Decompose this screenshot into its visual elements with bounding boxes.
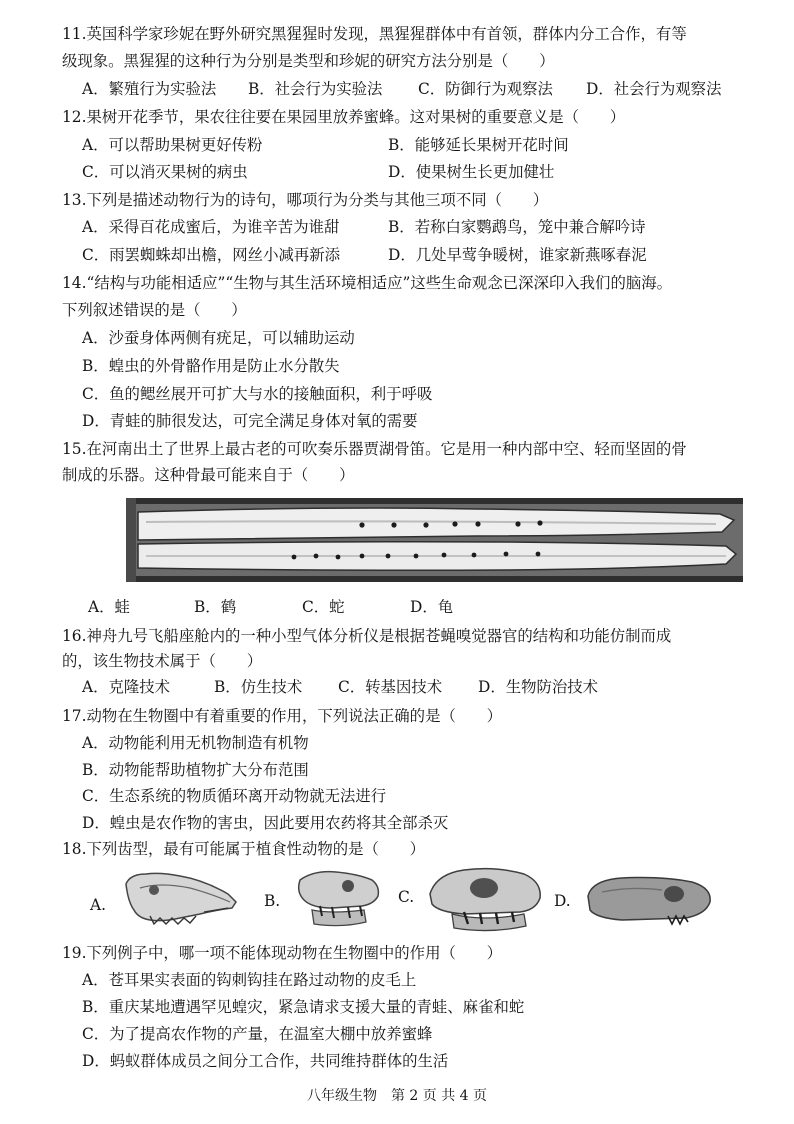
q11-stem-line2: 级现象。黑猩猩的这种行为分别是类型和珍妮的研究方法分别是（ ） (62, 52, 555, 70)
skull-b-carnivore (292, 866, 384, 932)
q16-option-b[interactable]: B．仿生技术 (214, 678, 303, 696)
skull-d-small-mammal (582, 872, 716, 932)
q17-option-d[interactable]: D．蝗虫是农作物的害虫，因此要用农药将其全部杀灭 (82, 814, 449, 832)
q12-option-b[interactable]: B．能够延长果树开花时间 (388, 136, 569, 154)
q17-option-c[interactable]: C．生态系统的物质循环离开动物就无法进行 (82, 787, 387, 805)
q11-stem-line1: 11.英国科学家珍妮在野外研究黑猩猩时发现，黑猩猩群体中有首领，群体内分工合作，有等 (62, 25, 687, 43)
q18-option-c[interactable]: C. (398, 888, 415, 906)
q14-option-b[interactable]: B．蝗虫的外骨骼作用是防止水分散失 (82, 357, 340, 375)
q11-option-c[interactable]: C．防御行为观察法 (418, 80, 553, 98)
q18-option-d[interactable]: D. (554, 892, 571, 910)
q13-option-b[interactable]: B．若称白家鹦鹉鸟，笼中兼合解吟诗 (388, 218, 646, 236)
q16-option-a[interactable]: A．克隆技术 (82, 678, 171, 696)
q12-stem: 12.果树开花季节，果农往往要在果园里放养蜜蜂。这对果树的重要意义是（ ） (62, 108, 626, 126)
page-footer: 八年级生物 第 2 页 共 4 页 (306, 1088, 488, 1104)
q15-stem-line1: 15.在河南出土了世界上最古老的可吹奏乐器贾湖骨笛。它是用一种内部中空、轻而坚固的骨 (62, 440, 687, 458)
skull-a-horse (120, 866, 240, 928)
q17-option-a[interactable]: A．动物能利用无机物制造有机物 (82, 734, 309, 752)
q15-option-c[interactable]: C．蛇 (302, 598, 345, 616)
q16-option-c[interactable]: C．转基因技术 (338, 678, 443, 696)
bone-flute-photo (126, 498, 743, 582)
q13-option-c[interactable]: C．雨罢蜘蛛却出檐，网丝小减再新添 (82, 246, 341, 264)
q18-option-b[interactable]: B. (264, 892, 281, 910)
q15-option-b[interactable]: B．鹤 (194, 598, 237, 616)
q15-option-d[interactable]: D．龟 (410, 598, 454, 616)
q15-option-a[interactable]: A．蛙 (88, 598, 130, 616)
q12-option-a[interactable]: A．可以帮助果树更好传粉 (82, 136, 263, 154)
q13-stem: 13.下列是描述动物行为的诗句，哪项行为分类与其他三项不同（ ） (62, 191, 549, 209)
q19-option-a[interactable]: A．苍耳果实表面的钩刺钩挂在路过动物的皮毛上 (82, 971, 417, 989)
q16-option-d[interactable]: D．生物防治技术 (478, 678, 599, 696)
q13-option-a[interactable]: A．采得百花成蜜后，为谁辛苦为谁甜 (82, 218, 340, 236)
q15-stem-line2: 制成的乐器。这种骨最可能来自于（ ） (62, 466, 355, 484)
lower-bone-flute (138, 542, 736, 571)
q19-option-d[interactable]: D．蚂蚁群体成员之间分工合作，共同维持群体的生活 (82, 1052, 449, 1070)
q19-option-b[interactable]: B．重庆某地遭遇罕见蝗灾，紧急请求支援大量的青蛙、麻雀和蛇 (82, 998, 525, 1016)
q19-stem: 19.下列例子中，哪一项不能体现动物在生物圈中的作用（ ） (62, 944, 503, 962)
q18-stem: 18.下列齿型，最有可能属于植食性动物的是（ ） (62, 840, 426, 858)
q16-stem-line1: 16.神舟九号飞船座舱内的一种小型气体分析仪是根据苍蝇嗅觉器官的结构和功能仿制而成 (62, 627, 672, 645)
q11-option-a[interactable]: A．繁殖行为实验法 (82, 80, 217, 98)
q14-stem-line1: 14.“结构与功能相适应”“生物与其生活环境相适应”这些生命观念已深深印入我们的脑海。 (62, 274, 673, 292)
q14-option-a[interactable]: A．沙蚕身体两侧有疣足，可以辅助运动 (82, 329, 355, 347)
q19-option-c[interactable]: C．为了提高农作物的产量，在温室大棚中放养蜜蜂 (82, 1025, 433, 1043)
q12-option-c[interactable]: C．可以消灭果树的病虫 (82, 163, 248, 181)
q13-option-d[interactable]: D．几处早莺争暖树，谁家新燕啄春泥 (388, 246, 647, 264)
q17-stem: 17.动物在生物圈中有着重要的作用，下列说法正确的是（ ） (62, 707, 503, 725)
q14-stem-line2: 下列叙述错误的是（ ） (62, 301, 247, 319)
q14-option-d[interactable]: D．青蛙的肺很发达，可完全满足身体对氧的需要 (82, 412, 418, 430)
q11-option-d[interactable]: D．社会行为观察法 (586, 80, 722, 98)
skull-c-predator (424, 864, 546, 934)
q17-option-b[interactable]: B．动物能帮助植物扩大分布范围 (82, 761, 309, 779)
q12-option-d[interactable]: D．使果树生长更加健壮 (388, 163, 555, 181)
q11-option-b[interactable]: B．社会行为实验法 (248, 80, 383, 98)
q18-option-a[interactable]: A. (90, 896, 107, 914)
q14-option-c[interactable]: C．鱼的鳃丝展开可扩大与水的接触面积，利于呼吸 (82, 385, 433, 403)
q16-stem-line2: 的，该生物技术属于（ ） (62, 652, 263, 670)
